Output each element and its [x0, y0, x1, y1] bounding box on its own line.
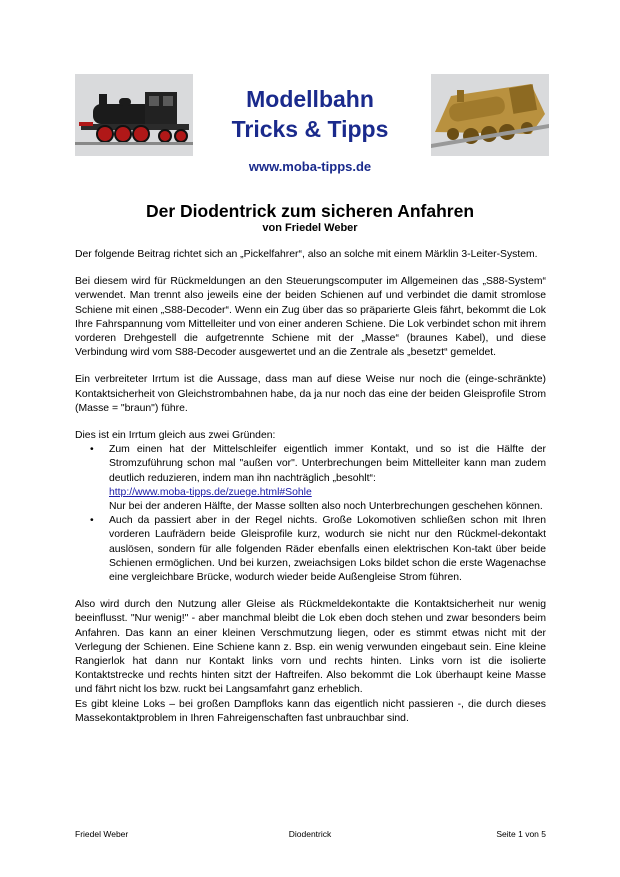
list-item-1	[90, 443, 546, 514]
footer-author: Friedel Weber	[75, 829, 129, 839]
list-item-2-text: Auch da passiert aber in der Regel nichts. Große Lokomotiven schließen schon mit Ihren vorderen Laufrädern beide Gleisprofile kurz, wodurch sie nicht nur den Rückmel-dekontakt auslösen, sondern für alle folgenden Räder ebenfalls einen elektrischen Kon-takt über beide Schienen ermöglichen. Und bei kurzen, zweiachsigen Loks bildet schon die erste Wagenachse eine vergleichbare Brücke, wodurch wieder beide Außengleise Strom führen.	[109, 515, 546, 584]
list-item-1-followup: Nur bei der anderen Hälfte, der Masse sollten also noch Unterbrechungen geschehen können.	[109, 501, 543, 513]
article-title: Der Diodentrick zum sicheren Anfahren	[145, 201, 475, 221]
bullet-icon: •	[90, 444, 94, 456]
paragraph-3: Ein verbreiteter Irrtum ist die Aussage, dass man auf diese Weise nur noch die (einge-schränkte) Kontaktsicherheit von Gleichstrombahnen habe, da ja nur noch das eine der beiden Gleisprofile Strom (Masse = "braun") führe.	[75, 374, 546, 414]
brass-steam-locomotive-image	[431, 74, 549, 156]
sohle-link[interactable]: http://www.moba-tipps.de/zuege.html#Sohle	[109, 486, 312, 498]
paragraph-5: Es gibt kleine Loks – bei großen Dampfloks kann das eigentlich nicht passieren -, die durch dieses Massekontaktproblem in Ihren Fahreigenschaften fast unbrauchbar sind.	[75, 698, 546, 724]
brand-title-line1: Modellbahn	[246, 86, 374, 112]
paragraph-4: Also wird durch den Nutzung aller Gleise als Rückmeldekontakte die Kontaktsicherheit nur wenig beeinflusst. "Nur wenig!" - aber manchmal bleibt die Lok eben doch stehen und zwar besonders beim Anfahren. Das kann an einer kleinen Verschmutzung liegen, oder es stimmt etwas nicht mit der Verlegung der Schienen. Eine Schiene kann z. Bsp. ein wenig verwunden eingebaut sein. Eine kleine Rangierlok hat dann nur Kontakt links vorn und rechts hinten. Links vorn ist die isolierte Kontaktstrecke und rechts hinten sitzt der Haftreifen. Also bekommt die Lok überhaupt keine Masse und fährt nicht los bzw. ruckt bei Langsamfahrt ganz erheblich.	[75, 599, 546, 696]
reasons-list	[75, 443, 546, 585]
bullet-icon: •	[90, 515, 94, 527]
article-body	[75, 248, 546, 739]
list-item-1-text: Zum einen hat der Mittelschleifer eigentlich immer Kontakt, und so ist die Hälfte der Stromzuführung schon mal "außen vor". Unterbrechungen beim Mittelleiter kann man zudem deutlich reduzieren, indem man ihn nachträglich „besohlt“:	[109, 444, 546, 484]
footer-page-number: Seite 1 von 5	[496, 829, 546, 839]
paragraph-2: Bei diesem wird für Rückmeldungen an den Steuerungscomputer im Allgemeinen das „S88-System“ verwendet. Man trennt also jeweils eine der beiden Schienen auf und verbindet die damit stromlose Schiene mit einen „S88-Decoder“. Wenn ein Zug über das so präparierte Gleis fährt, bekommt die Lok Ihre Fahrspannung vom Mittelleiter und von einer anderen Schiene. Die Lok verbindet schon mit ihrem vorderen Drehgestell die aufgetrennte Schiene mit der „Masse“ (braunes Kabel), und diese Verbindung wird vom S88-Decoder ausgewertet und an die Zentrale als „besetzt“ gemeldet.	[75, 276, 546, 359]
brand-url-link[interactable]: www.moba-tipps.de	[248, 159, 372, 174]
footer-topic: Diodentrick	[288, 829, 332, 839]
locomotive-photo-left	[75, 74, 193, 156]
article-author: von Friedel Weber	[262, 222, 358, 234]
paragraph-1: Der folgende Beitrag richtet sich an „Pickelfahrer“, also an solche mit einem Märklin 3-Leiter-System.	[75, 249, 538, 260]
list-intro: Dies ist ein Irrtum gleich aus zwei Gründen:	[75, 430, 276, 442]
list-item-2	[90, 514, 546, 585]
brand-title-line2: Tricks & Tipps	[231, 116, 389, 142]
black-steam-locomotive-image	[75, 74, 193, 156]
locomotive-photo-right	[431, 74, 549, 156]
